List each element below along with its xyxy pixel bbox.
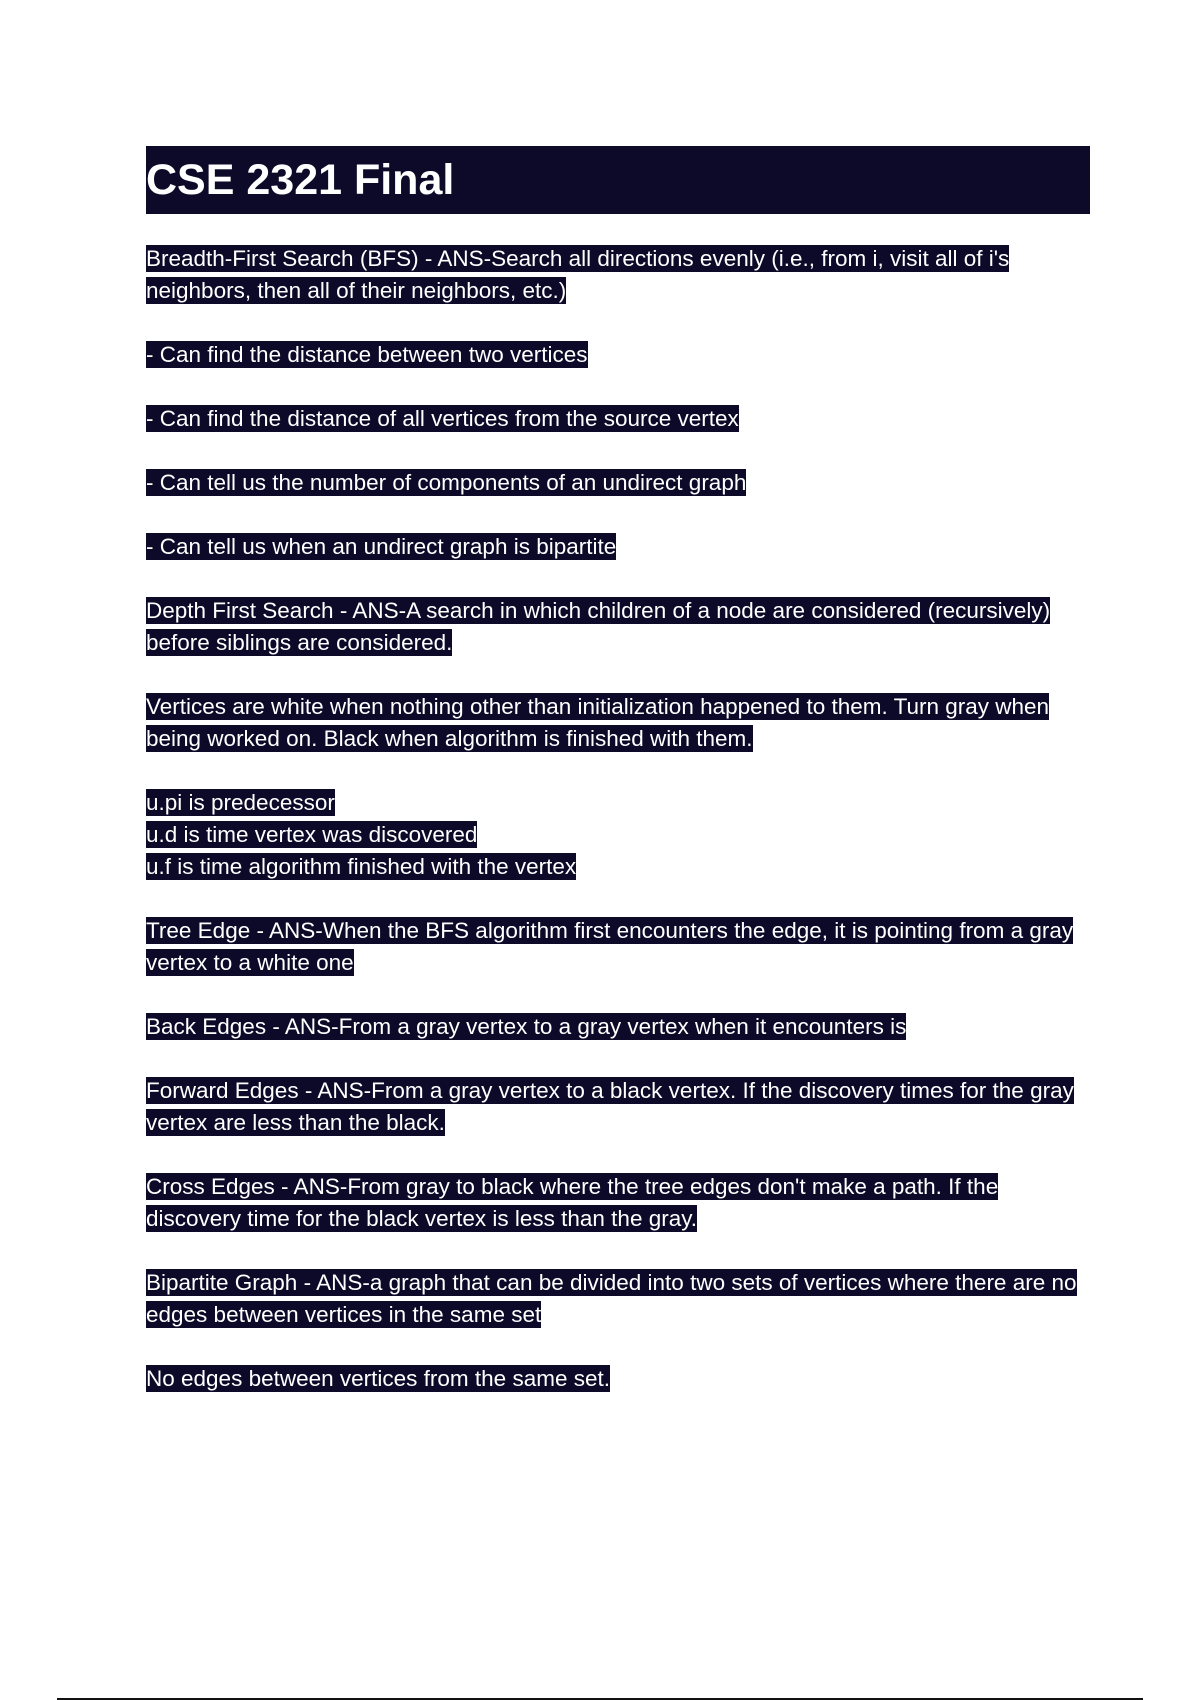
paragraph-text: u.pi is predecessor [146, 790, 335, 815]
paragraph-text: Breadth-First Search (BFS) - ANS-Search all directions evenly (i.e., from i, visit all of i's neighbors, then all of their neighbors, etc.) [146, 246, 1010, 303]
paragraph-bfs-point-1 [146, 339, 1090, 371]
paragraph-text: u.f is time algorithm finished with the vertex [146, 854, 577, 879]
paragraph-bfs-point-3 [146, 467, 1090, 499]
paragraph-bfs-definition [146, 243, 1090, 307]
paragraph-no-edges [146, 1363, 1090, 1395]
paragraph-text: - Can find the distance of all vertices from the source vertex [146, 406, 739, 431]
paragraph-text: Vertices are white when nothing other than initialization happened to them. Turn gray when being worked on. Black when algorithm is finished with them. [146, 694, 1050, 751]
paragraph-bipartite-graph [146, 1267, 1090, 1331]
paragraph-text: - Can tell us the number of components of an undirect graph [146, 470, 747, 495]
paragraph-dfs-definition [146, 595, 1090, 659]
paragraph-text: u.d is time vertex was discovered [146, 822, 478, 847]
paragraph-vertex-colors [146, 691, 1090, 755]
paragraph-text: Bipartite Graph - ANS-a graph that can be divided into two sets of vertices where there are no edges between vertices in the same set [146, 1270, 1077, 1327]
paragraph-text: No edges between vertices from the same set. [146, 1366, 610, 1391]
paragraph-u-f [146, 851, 1090, 883]
paragraph-text: Forward Edges - ANS-From a gray vertex to a black vertex. If the discovery times for the gray vertex are less than the black. [146, 1078, 1074, 1135]
paragraph-text: Cross Edges - ANS-From gray to black where the tree edges don't make a path. If the discovery time for the black vertex is less than the gray. [146, 1174, 999, 1231]
paragraph-back-edges [146, 1011, 1090, 1043]
paragraph-text: Depth First Search - ANS-A search in which children of a node are considered (recursively) before siblings are considered. [146, 598, 1051, 655]
paragraph-bfs-point-4 [146, 531, 1090, 563]
paragraph-cross-edges [146, 1171, 1090, 1235]
paragraph-text: Tree Edge - ANS-When the BFS algorithm first encounters the edge, it is pointing from a gray vertex to a white one [146, 918, 1074, 975]
paragraph-bfs-point-2 [146, 403, 1090, 435]
paragraph-text: - Can find the distance between two vertices [146, 342, 588, 367]
paragraph-tree-edge [146, 915, 1090, 979]
paragraph-u-pi [146, 787, 1090, 819]
title-banner [146, 146, 1090, 214]
document-title: CSE 2321 Final [146, 155, 455, 204]
paragraph-text: Back Edges - ANS-From a gray vertex to a gray vertex when it encounters is [146, 1014, 907, 1039]
document-content [146, 146, 1090, 1427]
paragraph-u-d [146, 819, 1090, 851]
paragraph-forward-edges [146, 1075, 1090, 1139]
paragraph-text: - Can tell us when an undirect graph is bipartite [146, 534, 617, 559]
